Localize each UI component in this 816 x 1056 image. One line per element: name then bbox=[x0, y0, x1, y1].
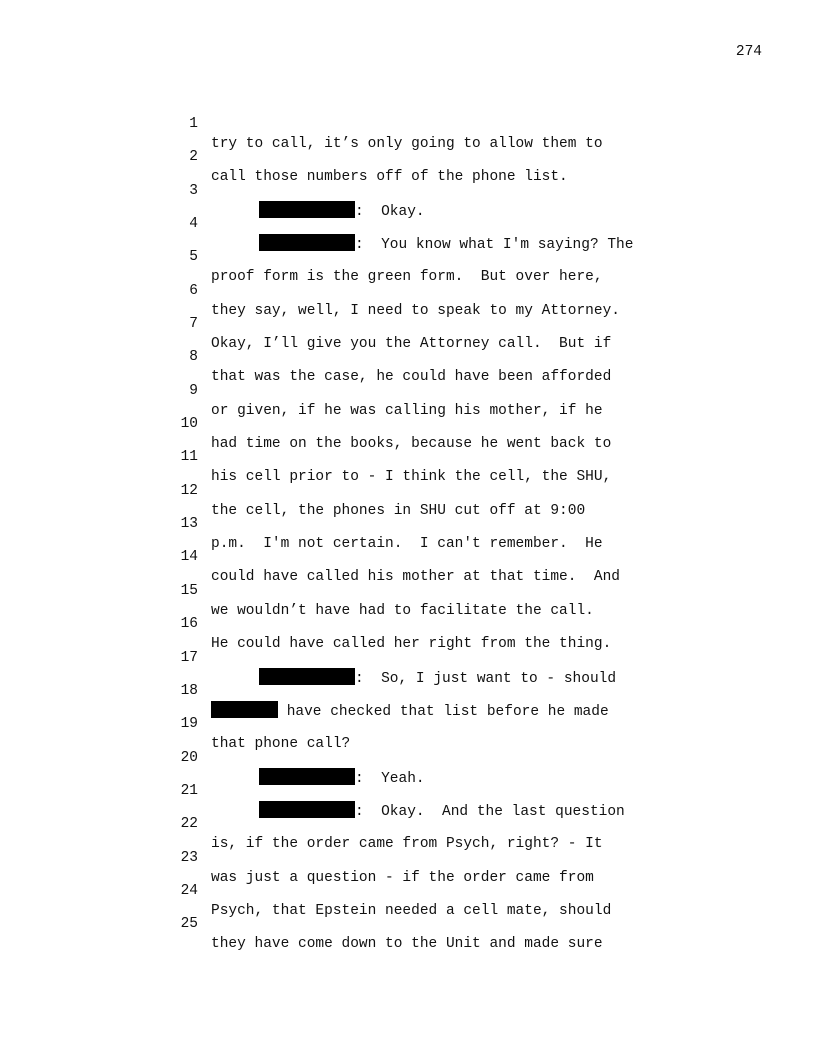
transcript-line bbox=[170, 127, 690, 186]
line-number: 3 bbox=[189, 182, 198, 199]
transcript-line bbox=[170, 227, 690, 286]
transcript-line bbox=[170, 394, 690, 453]
line-number: 6 bbox=[189, 282, 198, 299]
transcript-line bbox=[170, 794, 690, 853]
line-number: 24 bbox=[180, 882, 198, 899]
transcript-line bbox=[170, 294, 690, 353]
transcript-line bbox=[170, 661, 690, 720]
line-number: 22 bbox=[180, 816, 198, 833]
line-number: 5 bbox=[189, 249, 198, 266]
transcript-line bbox=[170, 361, 690, 419]
line-text-after-redaction: have checked that list before he made bbox=[278, 703, 609, 720]
line-number: 25 bbox=[180, 916, 198, 933]
line-text: Psych, that Epstein needed a cell mate, should bbox=[211, 902, 612, 919]
transcript-line bbox=[170, 894, 690, 953]
line-number: 18 bbox=[180, 682, 198, 699]
line-number: 13 bbox=[180, 516, 198, 533]
line-number: 10 bbox=[180, 416, 198, 433]
page-number: 274 bbox=[735, 44, 762, 60]
line-text: is, if the order came from Psych, right? - It bbox=[211, 836, 603, 853]
transcript-line bbox=[170, 494, 690, 553]
speaker-text: : Yeah. bbox=[355, 770, 425, 787]
line-text: his cell prior to - I think the cell, the SHU, bbox=[211, 469, 612, 486]
line-number: 21 bbox=[180, 782, 198, 799]
line-number: 7 bbox=[189, 316, 198, 333]
speaker-text: : Okay. bbox=[355, 203, 425, 220]
line-text: try to call, it’s only going to allow them to bbox=[211, 136, 603, 152]
line-text: call those numbers off of the phone list. bbox=[211, 169, 568, 186]
line-text: p.m. I'm not certain. I can't remember. He bbox=[211, 536, 603, 553]
transcript-line bbox=[170, 561, 690, 619]
line-number: 11 bbox=[180, 449, 198, 466]
line-text: or given, if he was calling his mother, if he bbox=[211, 402, 603, 419]
transcript-line bbox=[170, 194, 690, 254]
line-text: we wouldn’t have had to facilitate the call. bbox=[211, 602, 594, 619]
line-text: that phone call? bbox=[211, 736, 351, 753]
line-text: was just a question - if the order came from bbox=[211, 869, 594, 886]
line-number: 16 bbox=[180, 616, 198, 633]
transcript-line bbox=[170, 327, 690, 386]
line-text: they have come down to the Unit and made sure bbox=[211, 936, 603, 953]
transcript-line bbox=[170, 427, 690, 486]
transcript-line bbox=[170, 828, 690, 886]
line-text: the cell, the phones in SHU cut off at 9:00 bbox=[211, 502, 586, 519]
line-number: 20 bbox=[180, 749, 198, 766]
transcript-line bbox=[170, 261, 690, 319]
line-text: they say, well, I need to speak to my Attorney. bbox=[211, 302, 620, 319]
line-text: that was the case, he could have been afforded bbox=[211, 369, 612, 386]
line-number: 2 bbox=[189, 149, 198, 166]
speaker-text: : You know what I'm saying? The bbox=[355, 237, 634, 254]
line-number: 19 bbox=[180, 716, 198, 733]
transcript-line bbox=[170, 728, 690, 787]
line-number: 15 bbox=[180, 582, 198, 599]
line-number: 1 bbox=[189, 116, 198, 132]
line-number: 17 bbox=[180, 649, 198, 666]
line-text: had time on the books, because he went back to bbox=[211, 436, 612, 453]
transcript-line bbox=[170, 527, 690, 586]
line-number: 4 bbox=[189, 216, 198, 233]
transcript-line bbox=[170, 594, 690, 653]
line-number: 14 bbox=[180, 549, 198, 566]
line-text: could have called his mother at that time. And bbox=[211, 569, 620, 586]
line-number: 12 bbox=[180, 482, 198, 499]
line-text: Okay, I’ll give you the Attorney call. But if bbox=[211, 336, 612, 353]
line-number: 8 bbox=[189, 349, 198, 366]
transcript-line bbox=[170, 761, 690, 820]
line-number: 23 bbox=[180, 849, 198, 866]
line-number: 9 bbox=[189, 382, 198, 399]
transcript-line bbox=[170, 94, 690, 152]
transcript-line bbox=[170, 461, 690, 519]
line-text: proof form is the green form. But over here, bbox=[211, 269, 603, 286]
speaker-text: : Okay. And the last question bbox=[355, 803, 625, 820]
line-text: He could have called her right from the thing. bbox=[211, 636, 612, 653]
transcript-body bbox=[170, 94, 690, 953]
transcript-line bbox=[170, 694, 690, 753]
speaker-text: : So, I just want to - should bbox=[355, 670, 617, 687]
transcript-line bbox=[170, 861, 690, 919]
transcript-line bbox=[170, 161, 690, 220]
transcript-line bbox=[170, 628, 690, 687]
